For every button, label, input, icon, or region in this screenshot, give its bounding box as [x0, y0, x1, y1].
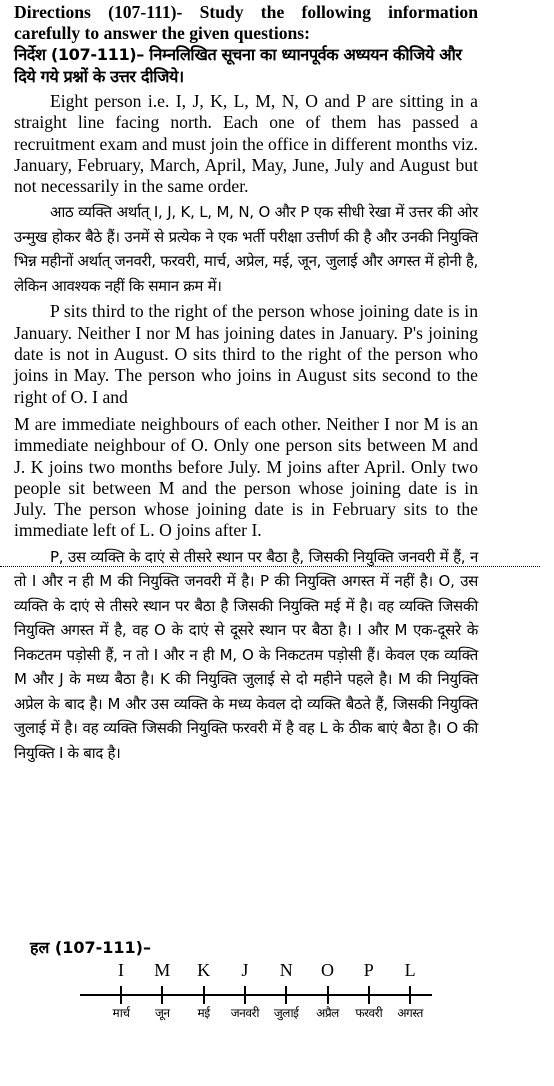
month-label: जून — [155, 1006, 170, 1020]
person-label: N — [279, 960, 293, 980]
person-label: K — [197, 960, 211, 980]
seat-tick — [409, 986, 411, 1004]
question-document — [14, 2, 478, 765]
month-label: जनवरी — [230, 1006, 260, 1020]
clues-english-part1: P sits third to the right of the person whose joining date is in January. Neither I nor M has joining dates in January. P's joining date is not in August. O sits third to the right of the person who joins in May. The person who joins in August sits second to the right of O. I and — [14, 301, 478, 407]
solution-title: हल (107-111)– — [30, 938, 151, 957]
seat-tick — [327, 986, 329, 1004]
person-label: J — [241, 960, 249, 980]
month-label: फरवरी — [355, 1006, 383, 1020]
person-label: M — [154, 960, 171, 980]
person-label: O — [321, 960, 334, 980]
page-divider — [0, 566, 540, 567]
month-label: मार्च — [112, 1006, 130, 1020]
seat-tick — [285, 986, 287, 1004]
month-label: जुलाई — [273, 1006, 299, 1020]
seat-tick — [368, 986, 370, 1004]
seat-tick — [120, 986, 122, 1004]
month-label: अगस्त — [397, 1006, 423, 1020]
month-label: अप्रैल — [316, 1006, 339, 1020]
intro-hindi: आठ व्यक्ति अर्थात् I, J, K, L, M, N, O और P एक सीधी रेखा में उत्तर की ओर उन्मुख होकर बैठे हैं। उनमें से प्रत्येक ने एक भर्ती परीक्षा उत्तीर्ण की है और उनकी नियुक्ति भिन्न महीनों अर्थात् जनवरी, फरवरी, मार्च, अप्रेल, मई, जून, जुलाई और अगस्त में होनी है, लेकिन आवश्यक नहीं कि समान क्रम में। — [14, 203, 478, 295]
directions-english: Directions (107-111)- Study the following information carefully to answer the given questions: — [14, 2, 478, 43]
seat-tick — [203, 986, 205, 1004]
seating-arrangement-diagram — [80, 960, 440, 1030]
clues-english-part2: M are immediate neighbours of each other. Neither I nor M is an immediate neighbour of O. Only one person sits between M and J. K joins two months before July. M joins after April. Only two people sit between M and the person whose joining date is in July. The person whose joining date is in February sits to the immediate left of L. O joins after I. — [14, 413, 478, 541]
seat-tick — [244, 986, 246, 1004]
seat-tick — [161, 986, 163, 1004]
person-label: I — [118, 960, 124, 980]
intro-english: Eight person i.e. I, J, K, L, M, N, O and P are sitting in a straight line facing north. Each one of them has passed a recruitment exam and must join the office in different months viz. January, February, March, April, May, June, July and August but not necessarily in the same order. — [14, 91, 478, 197]
directions-hindi: निर्देश (107-111)– निम्नलिखित सूचना का ध्यानपूर्वक अध्ययन कीजिये और दिये गये प्रश्नों के उत्तर दीजिये। — [14, 45, 462, 86]
person-label: L — [404, 960, 416, 980]
seating-line — [80, 994, 432, 996]
person-label: P — [363, 960, 374, 980]
month-label: मई — [197, 1006, 210, 1020]
clues-hindi: P, उस व्यक्ति के दाएं से तीसरे स्थान पर बैठा है, जिसकी नियुक्ति जनवरी में हैं, न तो I और न ही M की नियुक्ति जनवरी में है। P की नियुक्ति अगस्त में नहीं है। O, उस व्यक्ति के दाएं से तीसरे स्थान पर बैठा है जिसकी नियुक्ति मई में है। वह व्यक्ति जिसकी नियुक्ति अगस्त में है, वह O के दाएं से दूसरे स्थान पर बैठा है। I और M एक-दूसरे के निकटतम पड़ोसी हैं, न तो I और न ही M, O के निकटतम पड़ोसी हैं। केवल एक व्यक्ति M और J के मध्य बैठा है। K की नियुक्ति जुलाई से दो महीने पहले है। M की नियुक्ति अप्रेल के बाद है। M और उस व्यक्ति के मध्य केवल दो व्यक्ति बैठते हैं, जिसकी नियुक्ति जुलाई में है। वह व्यक्ति जिसकी नियुक्ति फरवरी में है वह L के ठीक बाएं बैठा है। O की नियुक्ति I के बाद है। — [14, 547, 478, 762]
